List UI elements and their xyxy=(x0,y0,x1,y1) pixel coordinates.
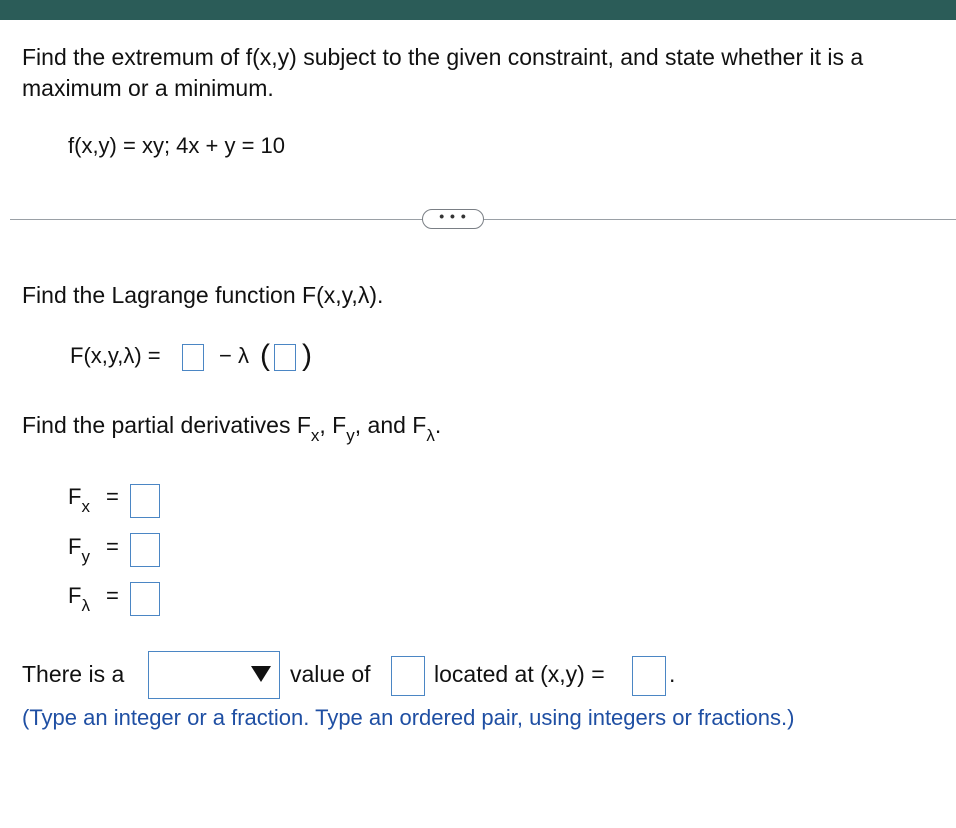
lagrange-term1-input[interactable] xyxy=(182,344,204,371)
fy-label: $F_y$ xyxy=(68,534,90,566)
fy-equals: = xyxy=(106,534,119,559)
extremum-value-input[interactable] xyxy=(391,656,425,696)
location-input[interactable] xyxy=(632,656,666,696)
flambda-equals: = xyxy=(106,583,119,608)
close-paren: ) xyxy=(302,339,312,372)
partials-title: Find the partial derivatives $F_x$, $F_y$, and $F_\lambda$. xyxy=(22,412,442,445)
answer-period: . xyxy=(669,661,676,687)
lagrange-constraint-input[interactable] xyxy=(274,344,296,371)
flambda-label: $F_\lambda$ xyxy=(68,583,90,615)
value-of-label: value of xyxy=(290,661,371,687)
dropdown-arrow-icon[interactable] xyxy=(251,666,271,682)
fy-input[interactable] xyxy=(130,533,160,567)
minus-lambda: − λ xyxy=(219,343,249,368)
located-at-label: located at (x,y) = xyxy=(434,661,605,687)
lagrange-lhs: F(x,y,λ) = xyxy=(70,343,161,368)
fx-equals: = xyxy=(106,484,119,509)
fx-input[interactable] xyxy=(130,484,160,518)
answer-prefix: There is a xyxy=(22,661,125,687)
top-banner xyxy=(0,0,956,20)
fx-label: $F_x$ xyxy=(68,484,90,516)
question-prompt: Find the extremum of f(x,y) subject to the given constraint, and state whether it is a maximum or a minimum. xyxy=(22,44,864,101)
flambda-input[interactable] xyxy=(130,582,160,616)
answer-hint: (Type an integer or a fraction. Type an ordered pair, using integers or fractions.) xyxy=(22,705,795,730)
show-more-button[interactable]: • • • xyxy=(422,209,484,229)
function-statement: f(x,y) = xy; 4x + y = 10 xyxy=(68,133,286,158)
open-paren: ( xyxy=(260,339,270,372)
lagrange-title: Find the Lagrange function F(x,y,λ). xyxy=(22,282,384,308)
